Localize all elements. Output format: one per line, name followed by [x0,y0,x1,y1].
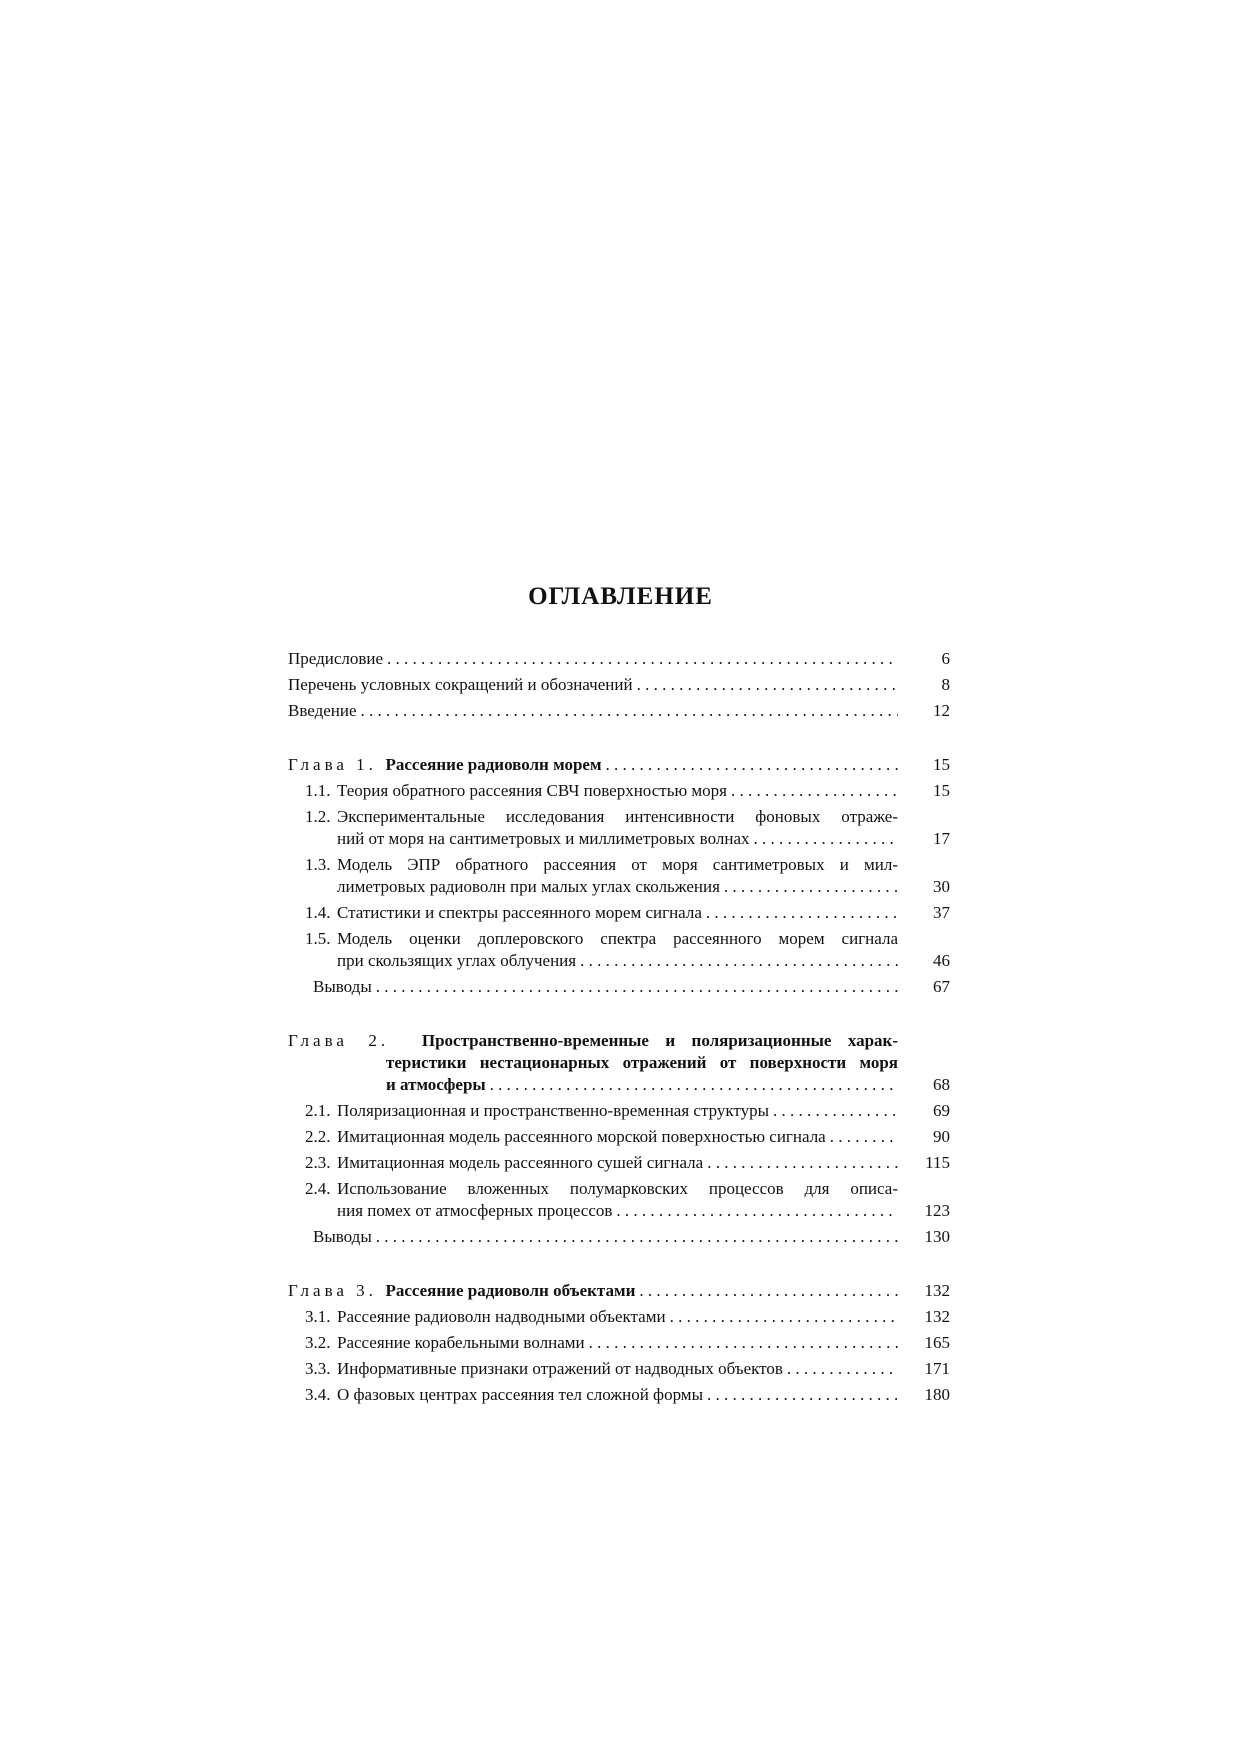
dot-leader [490,1074,898,1096]
dot-leader [580,950,898,972]
page-number: 17 [933,829,950,848]
page-title: ОГЛАВЛЕНИЕ [528,583,713,610]
toc-section-3-1[interactable] [288,1306,950,1328]
toc-chapter-2[interactable] [288,1030,950,1096]
page-number: 46 [933,951,950,970]
toc-entry-introduction[interactable] [288,700,950,722]
dot-leader [361,700,898,722]
dot-leader [589,1332,898,1354]
toc-summary-chapter-2[interactable] [288,1226,950,1248]
page-number: 67 [933,977,950,996]
dot-leader [637,674,898,696]
summary-title: Выводы [313,977,372,996]
chapter-label: Глава 2. [288,1031,390,1050]
dot-leader [787,1358,898,1380]
section-number: 1.4. [305,903,331,922]
toc-section-2-2[interactable] [288,1126,950,1148]
section-number: 3.1. [305,1307,331,1326]
page-number: 8 [941,675,950,694]
dot-leader [387,648,898,670]
chapter-title-line-3: и атмосферы [386,1075,486,1094]
toc-section-3-4[interactable] [288,1384,950,1406]
page-number: 69 [933,1101,950,1120]
toc-section-1-3[interactable] [288,854,950,898]
dot-leader [616,1200,898,1222]
section-number: 2.1. [305,1101,331,1120]
section-title: Имитационная модель рассеянного морской поверхностью сигнала [337,1127,826,1146]
entry-title: Перечень условных сокращений и обозначений [288,675,633,694]
section-number: 1.1. [305,781,331,800]
page-number: 180 [924,1385,950,1404]
page-number: 6 [941,649,950,668]
chapter-title: Рассеяние радиоволн морем [385,755,602,774]
toc-chapter-3[interactable] [288,1280,950,1302]
section-title: Статистики и спектры рассеянного морем сигнала [337,903,702,922]
table-of-contents [288,648,950,1410]
section-title: Рассеяние радиоволн надводными объектами [337,1307,666,1326]
section-title: Имитационная модель рассеянного сушей сигнала [337,1153,704,1172]
section-title-line-1: Использование вложенных полумарковских процессов для описа- [337,1179,898,1198]
toc-section-3-3[interactable] [288,1358,950,1380]
section-title-line-1: Модель оценки доплеровского спектра рассеянного морем сигнала [337,929,898,948]
page-number: 171 [924,1359,950,1378]
section-title-line-1: Модель ЭПР обратного рассеяния от моря сантиметровых и мил- [337,855,898,874]
section-number: 2.4. [305,1179,331,1198]
page-number: 30 [933,877,950,896]
dot-leader [754,828,899,850]
dot-leader [606,754,898,776]
toc-section-2-3[interactable] [288,1152,950,1174]
toc-section-1-2[interactable] [288,806,950,850]
chapter-title-line-1: Пространственно-временные и поляризационные харак- [421,1031,899,1050]
toc-section-2-4[interactable] [288,1178,950,1222]
dot-leader [830,1126,898,1148]
section-title-line-2: лиметровых радиоволн при малых углах скольжения [337,877,720,896]
summary-title: Выводы [313,1227,372,1246]
toc-chapter-1[interactable] [288,754,950,776]
section-title-line-1: Экспериментальные исследования интенсивности фоновых отраже- [337,807,898,826]
section-number: 3.3. [305,1359,331,1378]
page-number: 15 [933,781,950,800]
toc-entry-abbreviations[interactable] [288,674,950,696]
section-number: 3.2. [305,1333,331,1352]
section-title: Теория обратного рассеяния СВЧ поверхностью моря [337,781,727,800]
section-title-line-2: ния помех от атмосферных процессов [337,1201,613,1220]
dot-leader [670,1306,898,1328]
toc-section-3-2[interactable] [288,1332,950,1354]
section-title-line-2: при скользящих углах облучения [337,951,577,970]
page-number: 68 [933,1075,950,1094]
page-number: 165 [924,1333,950,1352]
entry-title: Введение [288,701,357,720]
page-number: 123 [924,1201,950,1220]
toc-section-1-5[interactable] [288,928,950,972]
dot-leader [706,902,898,924]
section-number: 1.3. [305,855,331,874]
dot-leader [639,1280,898,1302]
dot-leader [707,1384,898,1406]
page-number: 132 [924,1281,950,1300]
page-number: 130 [924,1227,950,1246]
page-number: 115 [925,1153,950,1172]
chapter-title: Рассеяние радиоволн объектами [385,1281,636,1300]
dot-leader [707,1152,898,1174]
chapter-title-line-2: теристики нестационарных отражений от поверхности моря [386,1053,898,1072]
section-number: 1.5. [305,929,331,948]
section-title: Рассеяние корабельными волнами [337,1333,585,1352]
page-number: 132 [924,1307,950,1326]
toc-section-2-1[interactable] [288,1100,950,1122]
toc-section-1-4[interactable] [288,902,950,924]
section-title: Поляризационная и пространственно-временная структуры [337,1101,770,1120]
page-number: 15 [933,755,950,774]
section-title: О фазовых центрах рассеяния тел сложной формы [337,1385,703,1404]
page-number: 90 [933,1127,950,1146]
toc-summary-chapter-1[interactable] [288,976,950,998]
dot-leader [376,976,898,998]
dot-leader [773,1100,898,1122]
section-number: 2.2. [305,1127,331,1146]
dot-leader [724,876,898,898]
chapter-label: Глава 3. [288,1281,377,1300]
dot-leader [376,1226,898,1248]
dot-leader [731,780,898,802]
section-number: 1.2. [305,807,331,826]
section-number: 2.3. [305,1153,331,1172]
section-title: Информативные признаки отражений от надводных объектов [337,1359,783,1378]
page-number: 37 [933,903,950,922]
toc-section-1-1[interactable] [288,780,950,802]
chapter-label: Глава 1. [288,755,377,774]
section-title-line-2: ний от моря на сантиметровых и миллиметровых волнах [337,829,750,848]
entry-title: Предисловие [288,649,384,668]
toc-entry-preface[interactable] [288,648,950,670]
section-number: 3.4. [305,1385,331,1404]
page-number: 12 [933,701,950,720]
